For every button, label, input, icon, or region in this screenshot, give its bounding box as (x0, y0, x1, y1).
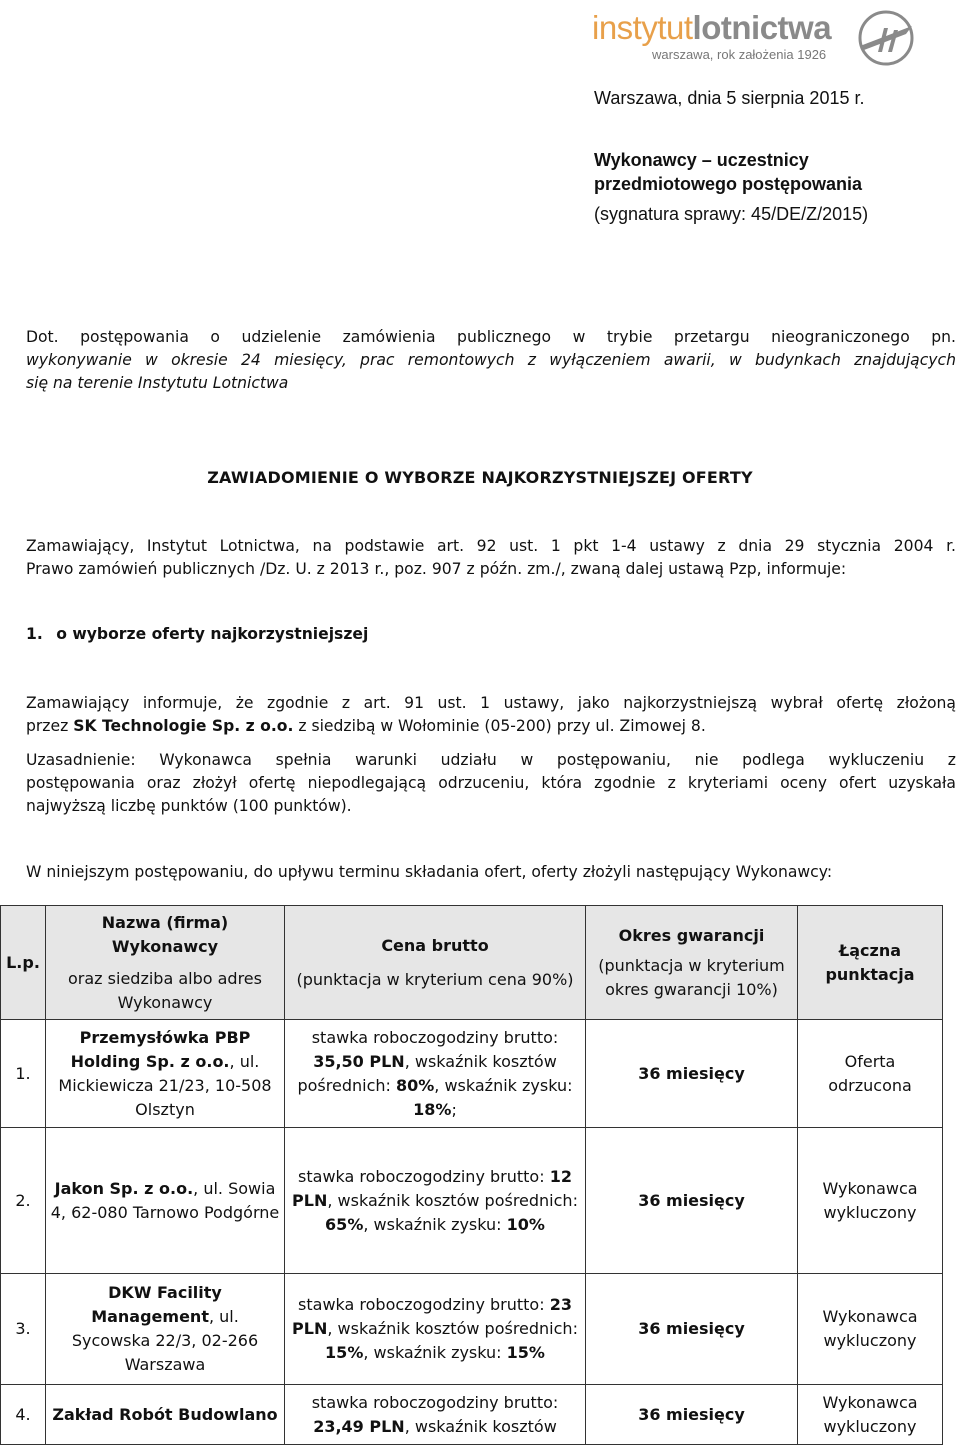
price-overhead: 15% (325, 1343, 364, 1362)
price-label: stawka roboczogodziny brutto: (311, 1392, 559, 1412)
price-label: stawka roboczogodziny brutto: (298, 1295, 550, 1314)
header-warranty-title: Okres gwarancji (618, 925, 765, 945)
header-name-title: Nazwa (firma) (101, 912, 229, 932)
selection-line-2 (26, 715, 956, 738)
row-bidder (46, 1020, 285, 1128)
section-title: o wyborze oferty najkorzystniejszej (56, 625, 369, 643)
subject-line-3: się na terenie Instytutu Lotnictwa (26, 374, 289, 392)
price-label: , wskaźnik kosztów pośrednich: (327, 1319, 578, 1338)
price-label: stawka roboczogodziny brutto: (311, 1027, 559, 1047)
subject-line-2: wykonywanie w okresie 24 miesięcy, prac remontowych z wyłączeniem awarii, w budynkach znajdujących (26, 351, 956, 369)
notice-title: ZAWIADOMIENIE O WYBORZE NAJKORZYSTNIEJSZEJ OFERTY (207, 468, 753, 487)
bidder-address: , ul. Sowia 4, 62-080 Tarnowo Podgórne (50, 1178, 280, 1222)
table-row (1, 1274, 943, 1385)
row-price (285, 1385, 586, 1445)
logo-word-lotnictwa: lotnictwa (692, 9, 832, 46)
justification-line-1: Uzasadnienie: Wykonawca spełnia warunki udziału w postępowaniu, nie podlega wykluczeniu z (26, 751, 956, 769)
date-line: Warszawa, dnia 5 sierpnia 2015 r. (594, 88, 865, 108)
price-profit: 15% (506, 1343, 545, 1362)
logo-word-instytut: instytut (592, 9, 693, 46)
logo-subtitle: warszawa, rok założenia 1926 (652, 47, 827, 62)
header-name-sub: oraz siedziba albo adres Wykonawcy (68, 968, 262, 1012)
price-label: , wskaźnik zysku: (363, 1343, 507, 1362)
row-total: Wykonawca wykluczony (798, 1128, 943, 1274)
table-row (1, 1020, 943, 1128)
row-price (285, 1020, 586, 1128)
justification-line-2: postępowania oraz złożył ofertę niepodlegającą odrzuceniu, która zgodnie z kryteriami oceny ofert uzyskała (26, 774, 956, 792)
row-lp: 1. (1, 1020, 46, 1128)
header-price-title: Cena brutto (381, 935, 489, 955)
selection-prefix: przez (26, 717, 74, 735)
price-overhead: 65% (325, 1214, 364, 1234)
row-warranty: 36 miesięcy (586, 1020, 798, 1128)
header-name-title-2: Wykonawcy (111, 936, 219, 956)
row-price (285, 1274, 586, 1385)
price-label: , wskaźnik zysku: (363, 1214, 507, 1234)
bidder-name: Jakon Sp. z o.o. (54, 1178, 194, 1198)
row-lp: 3. (1, 1274, 46, 1385)
row-lp: 2. (1, 1128, 46, 1274)
case-reference: (sygnatura sprawy: 45/DE/Z/2015) (594, 204, 869, 224)
bidder-name: Przemysłówka PBP Holding Sp. z o.o. (70, 1027, 251, 1071)
price-rate: 23 PLN (292, 1295, 572, 1338)
justification-line-3: najwyższą liczbę punktów (100 punktów). (26, 797, 352, 815)
bidder-address: , ul. Sycowska 22/3, 02-266 Warszawa (71, 1307, 259, 1374)
bidder-name: DKW Facility Management (91, 1283, 222, 1326)
selected-company: SK Technologie Sp. z o.o. (73, 717, 294, 735)
table-row (1, 1385, 943, 1445)
section-heading (26, 623, 956, 646)
row-bidder (46, 1385, 285, 1445)
row-warranty: 36 miesięcy (586, 1274, 798, 1385)
header-lp: L.p. (1, 906, 46, 1020)
header-warranty (586, 906, 798, 1020)
row-bidder (46, 1274, 285, 1385)
bidder-name: Zakład Robót Budowlano (52, 1404, 278, 1424)
price-label: , wskaźnik kosztów pośrednich: (327, 1190, 578, 1210)
header-warranty-sub: (punktacja w kryterium okres gwarancji 10%) (598, 955, 785, 999)
intro-line-1: Zamawiający, Instytut Lotnictwa, na podstawie art. 92 ust. 1 pkt 1-4 ustawy z dnia 29 stycznia 2004 r. (26, 537, 956, 555)
intro-line-2: Prawo zamówień publicznych /Dz. U. z 2013 r., poz. 907 z późn. zm./, zwaną dalej ustawą Pzp, informuje: (26, 560, 847, 578)
header-total: Łączna punktacja (798, 906, 943, 1020)
table-row (1, 1128, 943, 1274)
bidder-address: , ul. Mickiewicza 21/23, 10-508 Olsztyn (58, 1051, 272, 1119)
section-number: 1. (26, 625, 43, 643)
price-label: , wskaźnik zysku: (434, 1075, 573, 1095)
table-header-row (1, 906, 943, 1020)
row-lp: 4. (1, 1385, 46, 1445)
row-warranty: 36 miesięcy (586, 1385, 798, 1445)
offers-table (0, 905, 943, 1445)
logo-wordmark (592, 10, 831, 46)
recipient-line-1: Wykonawcy – uczestnicy (594, 150, 809, 170)
row-total: Wykonawca wykluczony (798, 1274, 943, 1385)
price-profit: 10% (506, 1214, 545, 1234)
selection-suffix: z siedzibą w Wołominie (05-200) przy ul. Zimowej 8. (293, 717, 706, 735)
price-rate: 23,49 PLN (313, 1416, 405, 1436)
row-warranty: 36 miesięcy (586, 1128, 798, 1274)
price-label: , wskaźnik kosztów pośrednich: (297, 1051, 557, 1095)
airplane-emblem-icon (854, 6, 918, 70)
bidders-intro: W niniejszym postępowaniu, do upływu terminu składania ofert, oferty złożyli następujący Wykonawcy: (26, 863, 833, 881)
price-rate: 12 PLN (292, 1166, 572, 1210)
row-price (285, 1128, 586, 1274)
price-label: stawka roboczogodziny brutto: (298, 1166, 550, 1186)
price-rate: 35,50 PLN (313, 1051, 405, 1071)
row-bidder (46, 1128, 285, 1274)
price-overhead: 80% (395, 1075, 435, 1095)
price-profit: 18% (413, 1099, 452, 1119)
header-price-sub: (punktacja w kryterium cena 90%) (296, 969, 574, 989)
row-total: Wykonawca wykluczony (798, 1385, 943, 1445)
price-label: , wskaźnik kosztów (404, 1416, 557, 1436)
row-total: Oferta odrzucona (798, 1020, 943, 1128)
header-name (46, 906, 285, 1020)
subject-line-1: Dot. postępowania o udzielenie zamówienia publicznego w trybie przetargu nieograniczonego pn. (26, 328, 956, 346)
institute-logo (592, 8, 922, 60)
header-price (285, 906, 586, 1020)
price-label: ; (451, 1099, 457, 1119)
selection-line-1: Zamawiający informuje, że zgodnie z art. 91 ust. 1 ustawy, jako najkorzystniejszą wybrał ofertę złożoną (26, 694, 956, 712)
recipient-line-2: przedmiotowego postępowania (594, 174, 863, 194)
